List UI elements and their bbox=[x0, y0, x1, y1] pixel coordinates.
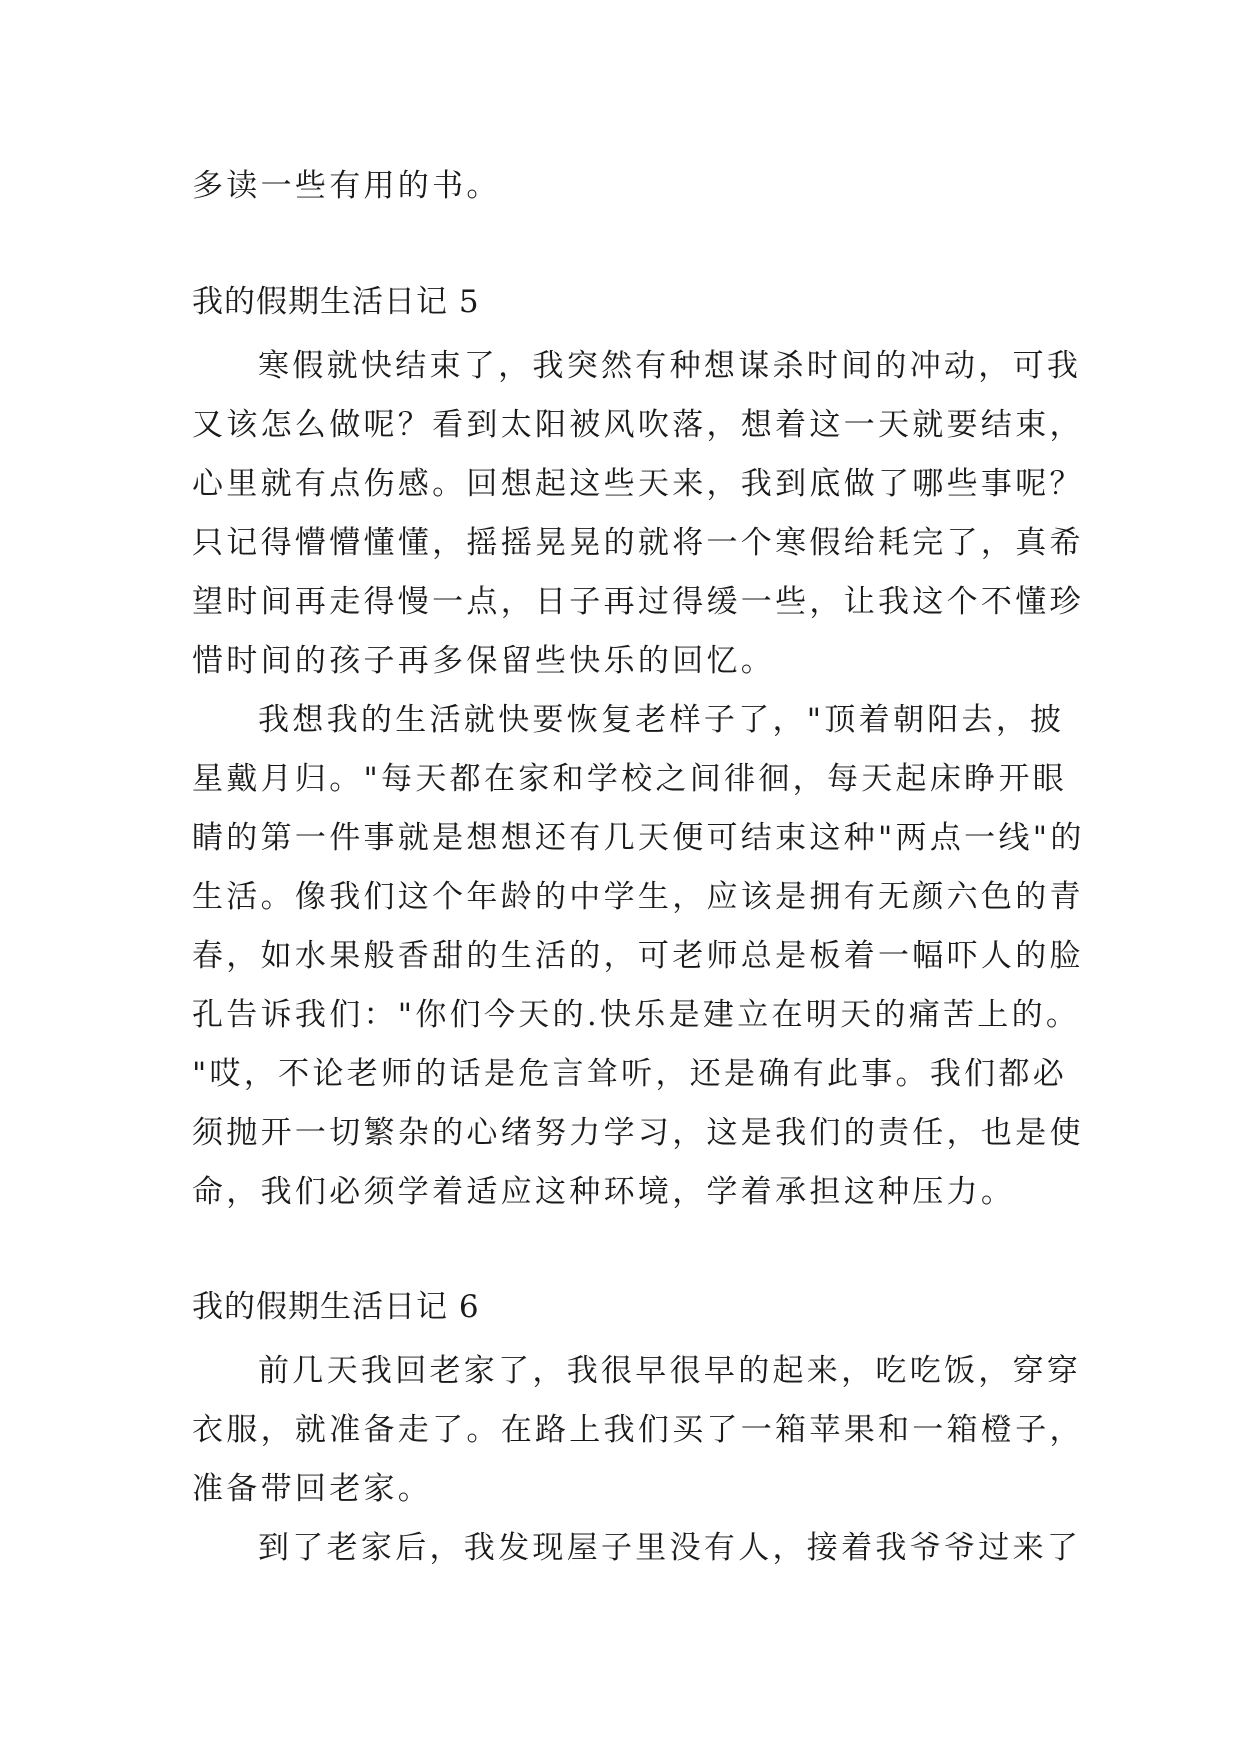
section-heading-6: 我的假期生活日记 6 bbox=[192, 1289, 480, 1325]
paragraph-line: 寒假就快结束了，我突然有种想谋杀时间的冲动，可我 bbox=[258, 348, 1082, 384]
paragraph-line: 衣服，就准备走了。在路上我们买了一箱苹果和一箱橙子， bbox=[192, 1412, 1084, 1448]
paragraph-line: 心里就有点伤感。回想起这些天来，我到底做了哪些事呢？ bbox=[192, 466, 1084, 502]
paragraph-line: 只记得懵懵懂懂，摇摇晃晃的就将一个寒假给耗完了，真希 bbox=[192, 525, 1084, 561]
paragraph-line: 睛的第一件事就是想想还有几天便可结束这种"两点一线"的 bbox=[192, 820, 1085, 856]
paragraph-line: 又该怎么做呢？看到太阳被风吹落，想着这一天就要结束， bbox=[192, 407, 1084, 443]
paragraph-line: 春，如水果般香甜的生活的，可老师总是板着一幅吓人的脸 bbox=[192, 938, 1084, 974]
paragraph-line: 惜时间的孩子再多保留些快乐的回忆。 bbox=[192, 643, 776, 679]
paragraph-line: 我想我的生活就快要恢复老样子了，"顶着朝阳去，披 bbox=[258, 702, 1065, 738]
text-line: 多读一些有用的书。 bbox=[192, 168, 501, 204]
paragraph-line: 到了老家后，我发现屋子里没有人，接着我爷爷过来了 bbox=[258, 1530, 1082, 1566]
paragraph-line: 须抛开一切繁杂的心绪努力学习，这是我们的责任，也是使 bbox=[192, 1115, 1084, 1151]
paragraph-line: 命，我们必须学着适应这种环境，学着承担这种压力。 bbox=[192, 1174, 1016, 1210]
paragraph-line: 生活。像我们这个年龄的中学生，应该是拥有无颜六色的青 bbox=[192, 879, 1084, 915]
paragraph-line: 星戴月归。"每天都在家和学校之间徘徊，每天起床睁开眼 bbox=[192, 761, 1068, 797]
section-heading-5: 我的假期生活日记 5 bbox=[192, 284, 480, 320]
paragraph-line: 前几天我回老家了，我很早很早的起来，吃吃饭，穿穿 bbox=[258, 1353, 1082, 1389]
paragraph-line: "哎，不论老师的话是危言耸听，还是确有此事。我们都必 bbox=[192, 1056, 1068, 1092]
paragraph-line: 望时间再走得慢一点，日子再过得缓一些，让我这个不懂珍 bbox=[192, 584, 1084, 620]
paragraph-line: 准备带回老家。 bbox=[192, 1471, 433, 1507]
paragraph-line: 孔告诉我们："你们今天的.快乐是建立在明天的痛苦上的。 bbox=[192, 997, 1081, 1033]
